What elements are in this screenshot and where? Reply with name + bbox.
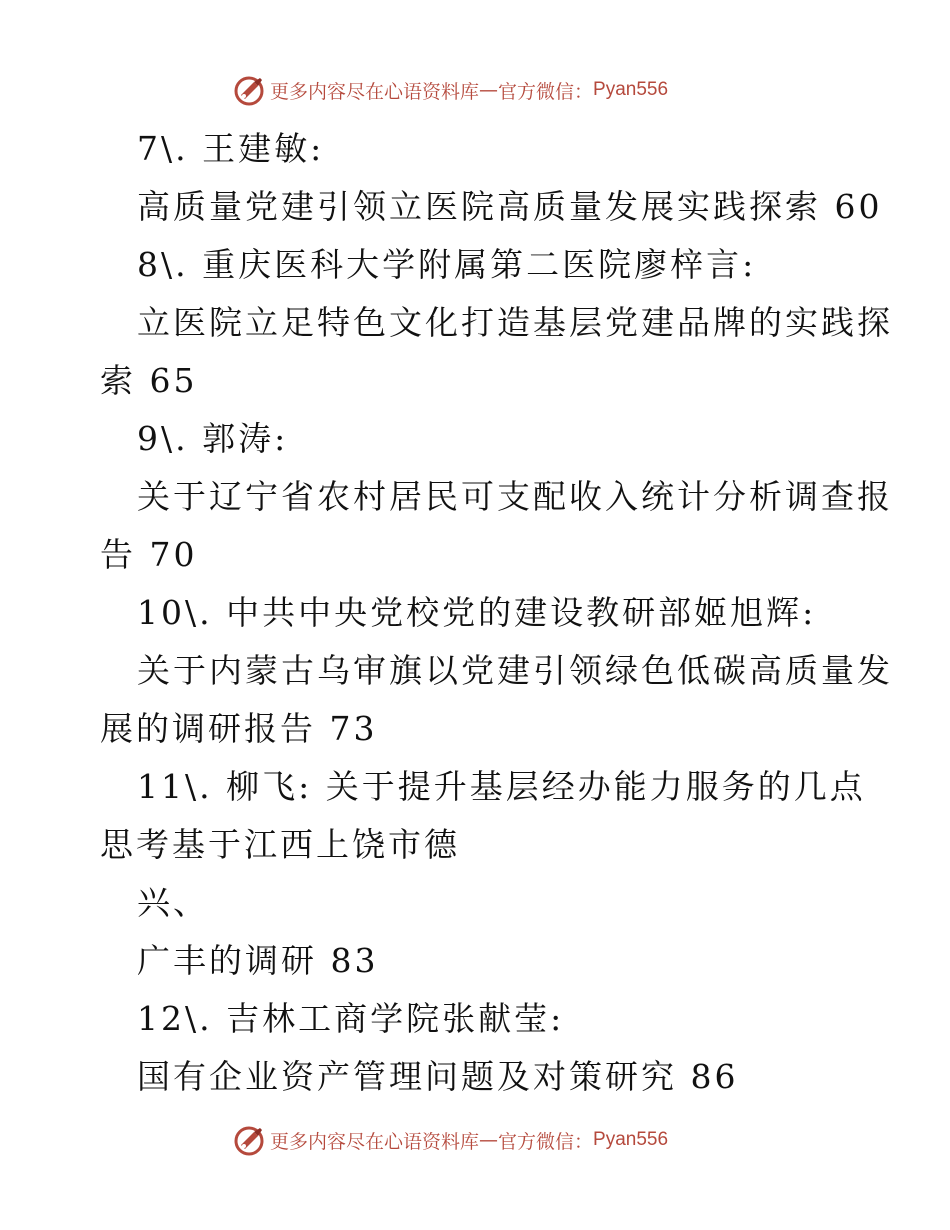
pen-circle-logo-icon: [232, 1123, 266, 1157]
watermark-wechat-id: Pyan556: [593, 1129, 669, 1150]
watermark-banner-top: [232, 72, 668, 108]
watermark-separator: —: [479, 79, 499, 101]
toc-entry-number: 12\. 吉林工商学院张献莹:: [137, 999, 565, 1038]
toc-entry-number: 7\. 王建敏:: [137, 129, 325, 168]
toc-entry-number: 11\. 柳飞: 关于提升基层经办能力服务的几点: [137, 767, 866, 806]
toc-entry-number: 8\. 重庆医科大学附属第二医院廖梓言:: [137, 245, 757, 284]
watermark-separator: —: [479, 1129, 499, 1151]
watermark-wechat-label: 官方微信：: [498, 1130, 594, 1153]
watermark-text: 更多内容尽在心语资料库: [270, 80, 480, 103]
toc-entry-title: 国有企业资产管理问题及对策研究 86: [137, 1057, 739, 1096]
toc-entry-title-cont: 思考基于江西上饶市德: [100, 825, 460, 864]
watermark-wechat-id: Pyan556: [593, 79, 669, 100]
toc-entry-title-cont: 展的调研报告 73: [100, 709, 378, 748]
toc-entry-title: 关于内蒙古乌审旗以党建引领绿色低碳高质量发: [137, 651, 893, 690]
watermark-text: 更多内容尽在心语资料库: [270, 1130, 480, 1153]
toc-entry-title-cont: 索 65: [100, 361, 198, 400]
toc-entry-title-cont: 兴、: [137, 883, 209, 922]
pen-circle-logo-icon: [232, 73, 266, 107]
toc-entry-title-cont: 告 70: [100, 535, 198, 574]
toc-entry-number: 10\. 中共中央党校党的建设教研部姬旭辉:: [137, 593, 817, 632]
toc-entry-title: 关于辽宁省农村居民可支配收入统计分析调查报: [137, 477, 893, 516]
watermark-banner-bottom: [232, 1122, 668, 1158]
toc-entry-title: 高质量党建引领立医院高质量发展实践探索 60: [137, 187, 883, 226]
toc-entry-title: 立医院立足特色文化打造基层党建品牌的实践探: [137, 303, 893, 342]
toc-entry-title-cont: 广丰的调研 83: [137, 941, 379, 980]
toc-entry-number: 9\. 郭涛:: [137, 419, 289, 458]
watermark-wechat-label: 官方微信：: [498, 80, 594, 103]
